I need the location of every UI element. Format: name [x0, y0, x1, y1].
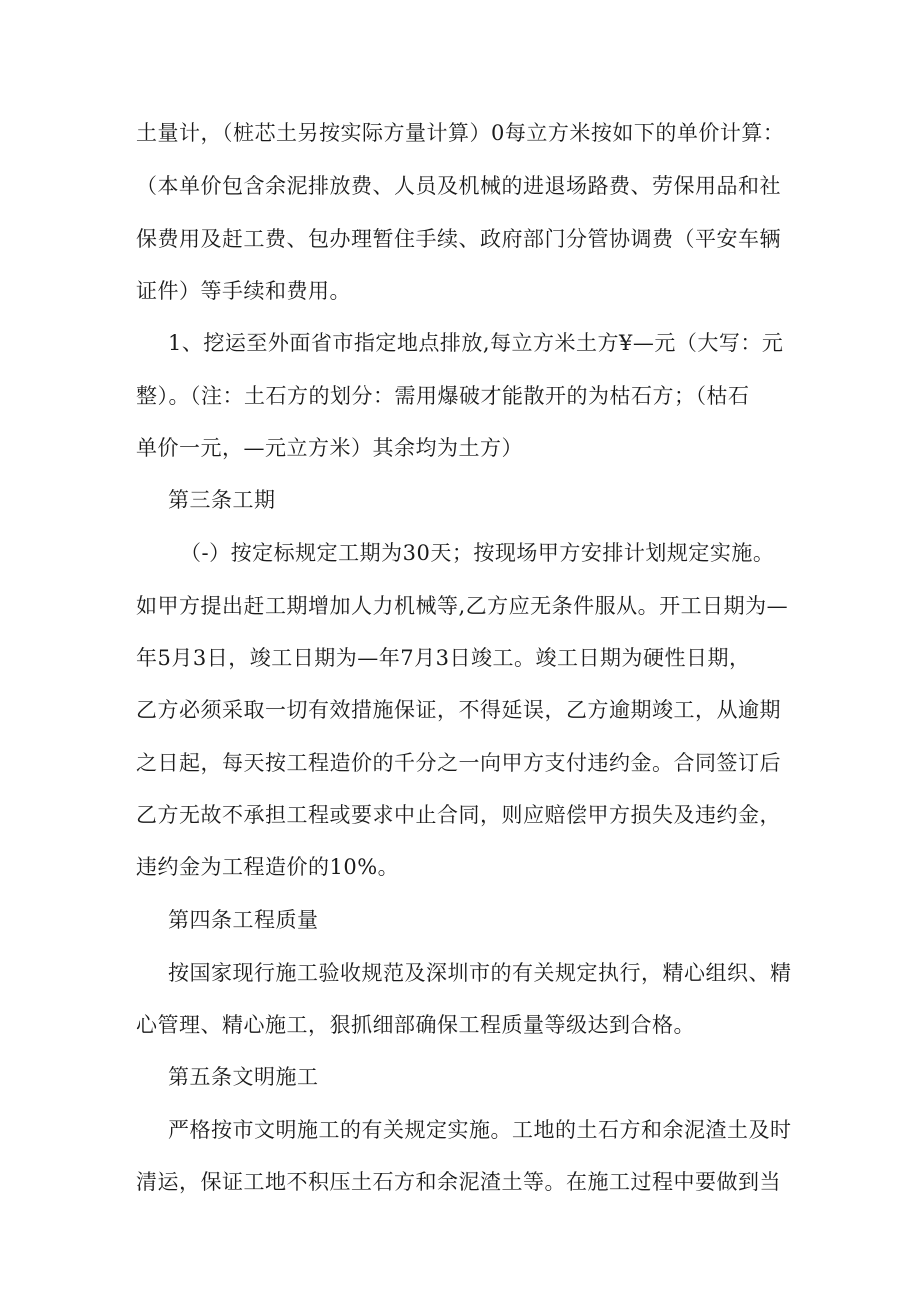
- text-line: 之日起，每天按工程造价的千分之一向甲方支付违约金。合同签订后: [136, 751, 781, 775]
- text-line: （-）按定标规定工期为30天；按现场甲方安排计划规定实施。: [180, 541, 775, 565]
- text-line: （本单价包含余泥排放费、人员及机械的进退场路费、劳保用品和社: [136, 174, 781, 198]
- text-line: 清运，保证工地不积压土石方和余泥渣土等。在施工过程中要做到当: [136, 1170, 781, 1194]
- text-line: 1、挖运至外面省市指定地点排放,每立方米土方¥—元（大写：元: [168, 331, 784, 355]
- section-heading-schedule: 第三条工期: [168, 488, 276, 512]
- text-line: 乙方无故不承担工程或要求中止合同，则应赔偿甲方损失及违约金，: [136, 803, 781, 827]
- text-line: 乙方必须采取一切有效措施保证，不得延误，乙方逾期竣工，从逾期: [136, 698, 781, 722]
- text-line: 证件）等手续和费用。: [136, 279, 351, 303]
- text-line: 单价一元，—元立方米）其余均为土方）: [136, 436, 523, 460]
- text-line: 如甲方提出赶工期增加人力机械等,乙方应无条件服从。开工日期为—: [136, 594, 789, 618]
- text-line: 整）。（注：土石方的划分：需用爆破才能散开的为枯石方；（枯石: [136, 384, 750, 408]
- text-line: 土量计，（桩芯土另按实际方量计算）0每立方米按如下的单价计算：: [136, 121, 785, 145]
- text-line: 严格按市文明施工的有关规定实施。工地的土石方和余泥渣土及时: [168, 1118, 792, 1142]
- text-line: 年5月3日，竣工日期为—年7月3日竣工。竣工日期为硬性日期，: [136, 646, 751, 670]
- text-line: 违约金为工程造价的10%。: [136, 855, 400, 879]
- section-heading-civilized-construction: 第五条文明施工: [168, 1065, 319, 1089]
- text-line: 按国家现行施工验收规范及深圳市的有关规定执行，精心组织、精: [168, 961, 792, 985]
- text-line: 保费用及赶工费、包办理暂住手续、政府部门分管协调费（平安车辆: [136, 227, 781, 251]
- section-heading-quality: 第四条工程质量: [168, 908, 319, 932]
- text-line: 心管理、精心施工，狠抓细部确保工程质量等级达到合格。: [136, 1013, 695, 1037]
